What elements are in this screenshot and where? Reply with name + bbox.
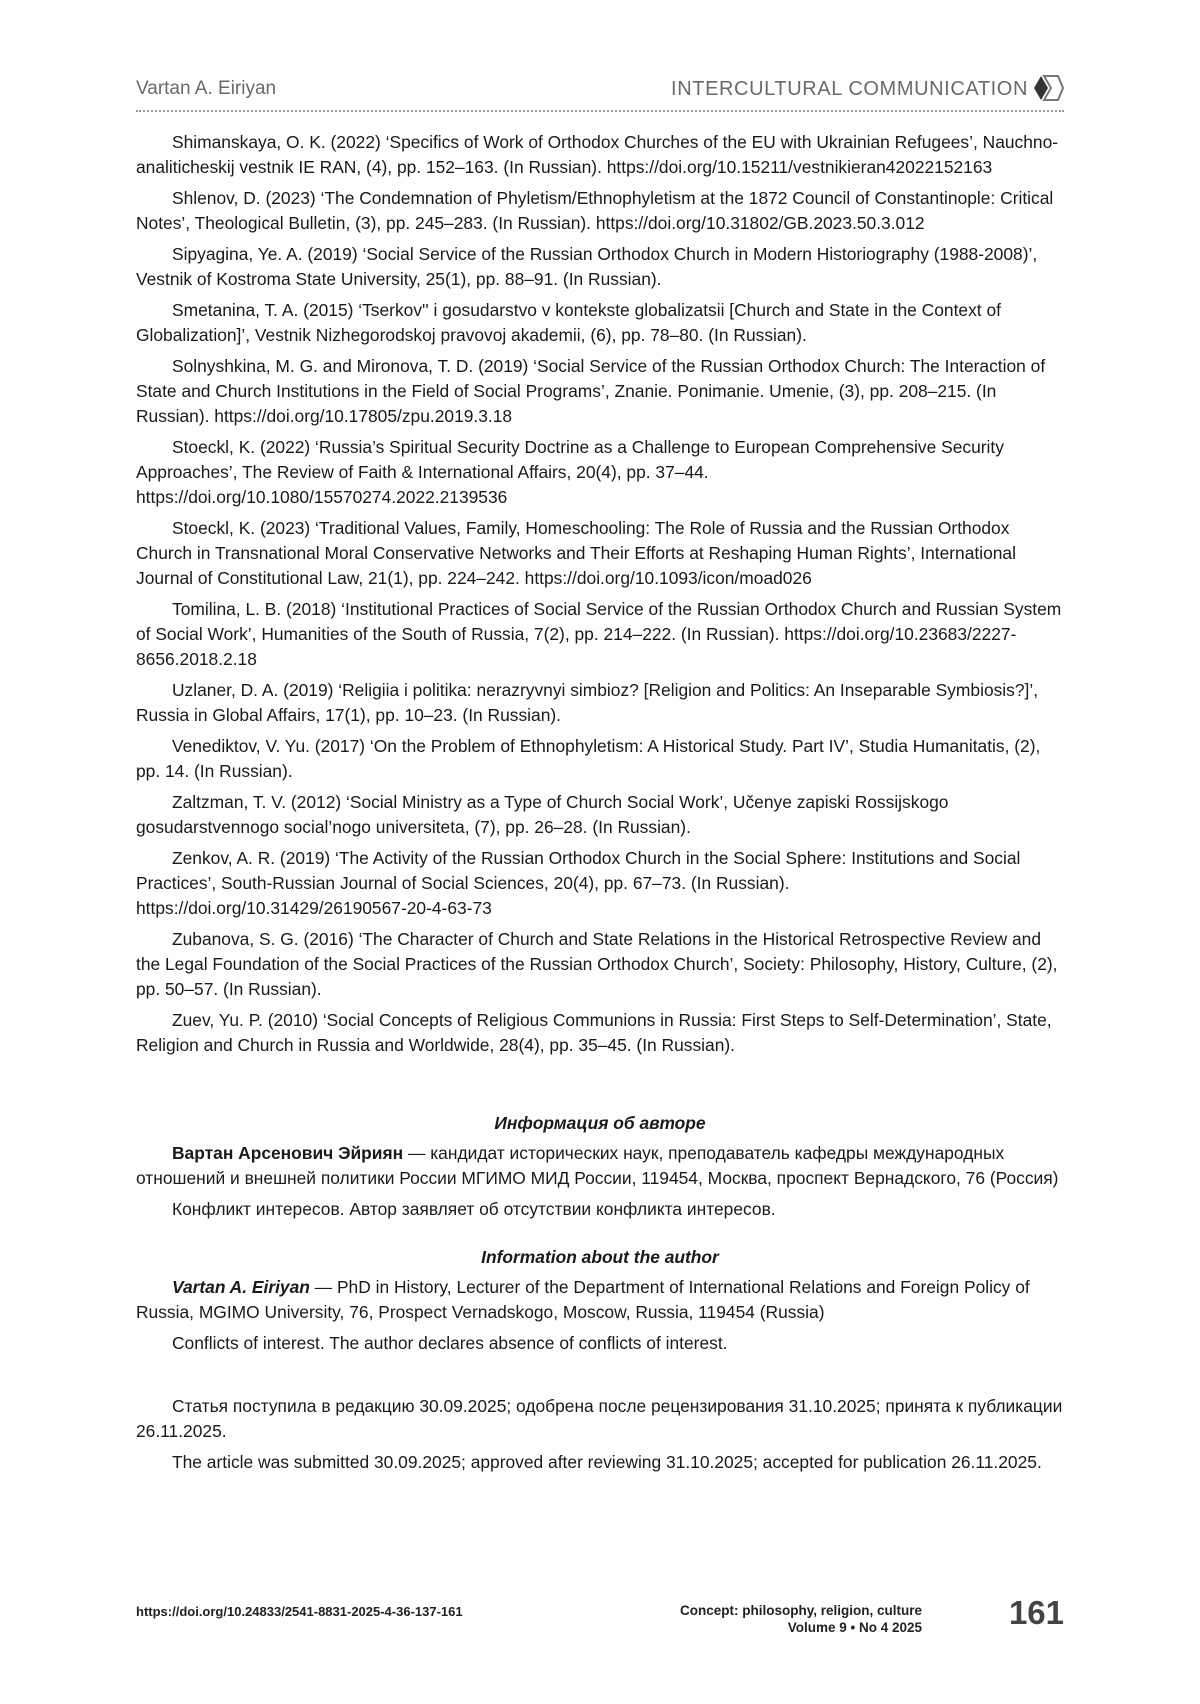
author-info-ru-text [136, 1141, 1064, 1191]
reference-item: Shimanskaya, O. K. (2022) ‘Specifics of Work of Orthodox Churches of the EU with Ukrainian Refugees’, Nauchno-analiticheskij vestnik IE RAN, (4), pp. 152–163. (In Russian). https://doi.org/10.15211/vestnikieran42022152163 [136, 132, 1059, 177]
author-name-en: Vartan A. Eiriyan [172, 1277, 310, 1297]
reference-item: Smetanina, T. A. (2015) ‘Tserkov'' i gosudarstvo v kontekste globalizatsii [Church and State in the Context of Globalization]’, Vestnik Nizhegorodskoj pravovoj akademii, (6), pp. 78–80. (In Russian). [136, 300, 1001, 345]
header-section-title: INTERCULTURAL COMMUNICATION [671, 78, 1028, 100]
footer-journal-info [622, 1602, 922, 1636]
reference-item: Zenkov, A. R. (2019) ‘The Activity of the Russian Orthodox Church in the Social Sphere: Institutions and Social Practices’, South-Russian Journal of Social Sciences, 20(4), pp. 67–73. (In Russian). https://doi.org/10.31429/26190567-20-4-63-73 [136, 848, 1021, 918]
page-footer [136, 1594, 1064, 1648]
reference-item: Stoeckl, K. (2023) ‘Traditional Values, Family, Homeschooling: The Role of Russia and the Russian Orthodox Church in Transnational Moral Conservative Networks and Their Efforts at Reshaping Human Rights’, International Journal of Constitutional Law, 21(1), pp. 224–242. https://doi.org/10.1093/icon/moad026 [136, 518, 1016, 588]
article-dates-ru: Статья поступила в редакцию 30.09.2025; одобрена после рецензирования 31.10.2025; принята к публикации 26.11.2025. [136, 1396, 1063, 1441]
reference-item: Zaltzman, T. V. (2012) ‘Social Ministry as a Type of Church Social Work’, Učenye zapiski Rossijskogo gosudarstvennogo social’nogo universiteta, (7), pp. 26–28. (In Russian). [136, 792, 949, 837]
reference-item: Uzlaner, D. A. (2019) ‘Religiia i politika: nerazryvnyi simbioz? [Religion and Politics: An Inseparable Symbiosis?]’, Russia in Global Affairs, 17(1), pp. 10–23. (In Russian). [136, 680, 1039, 725]
author-info-en-text [136, 1275, 1064, 1325]
reference-item: Venediktov, V. Yu. (2017) ‘On the Problem of Ethnophyletism: A Historical Study. Part IV’, Studia Humanitatis, (2), pp. 14. (In Russian). [136, 736, 1041, 781]
conflict-statement-ru: Конфликт интересов. Автор заявляет об отсутствии конфликта интересов. [172, 1199, 776, 1219]
footer-issue: Volume 9 • No 4 2025 [787, 1620, 922, 1635]
author-name-ru: Вартан Арсенович Эйриян [172, 1143, 404, 1163]
footer-doi: https://doi.org/10.24833/2541-8831-2025-4-36-137-161 [136, 1604, 463, 1619]
footer-journal-title: Concept: philosophy, religion, culture [679, 1603, 922, 1618]
reference-item: Shlenov, D. (2023) ‘The Condemnation of Phyletism/Ethnophyletism at the 1872 Council of Constantinople: Critical Notes’, Theological Bulletin, (3), pp. 245–283. (In Russian). https://doi.org/10.31802/GB.2023.50.3.012 [136, 188, 1054, 233]
article-dates [136, 1394, 1064, 1475]
diamond-arrow-icon [1032, 74, 1064, 102]
page-body [136, 130, 1064, 1481]
article-dates-en: The article was submitted 30.09.2025; approved after reviewing 31.10.2025; accepted for publication 26.11.2025. [172, 1452, 1042, 1472]
reference-list [136, 130, 1064, 1058]
reference-item: Stoeckl, K. (2022) ‘Russia’s Spiritual Security Doctrine as a Challenge to European Comprehensive Security Approaches’, The Review of Faith & International Affairs, 20(4), pp. 37–44. https://doi.org/10.1080/15570274.2022.2139536 [136, 437, 1004, 507]
reference-item: Zubanova, S. G. (2016) ‘The Character of Church and State Relations in the Historical Retrospective Review and the Legal Foundation of the Social Practices of the Russian Orthodox Church’, Society: Philosophy, History, Culture, (2), pp. 50–57. (In Russian). [136, 929, 1058, 999]
reference-item: Tomilina, L. B. (2018) ‘Institutional Practices of Social Service of the Russian Orthodox Church and Russian System of Social Work’, Humanities of the South of Russia, 7(2), pp. 214–222. (In Russian). https://doi.org/10.23683/2227-8656.2018.2.18 [136, 599, 1062, 669]
author-info-en-title: Information about the author [481, 1247, 719, 1267]
author-info-ru-title: Информация об авторе [494, 1113, 706, 1133]
author-info-en [136, 1245, 1064, 1356]
reference-item: Sipyagina, Ye. A. (2019) ‘Social Service of the Russian Orthodox Church in Modern Historiography (1988-2008)’, Vestnik of Kostroma State University, 25(1), pp. 88–91. (In Russian). [136, 244, 1038, 289]
author-details-en: — PhD in History, Lecturer of the Department of International Relations and Foreign Policy of Russia, MGIMO University, 76, Prospect Vernadskogo, Moscow, Russia, 119454 (Russia) [136, 1277, 1030, 1322]
page-number: 161 [1008, 1594, 1064, 1631]
author-details-ru: — кандидат исторических наук, преподаватель кафедры международных отношений и внешней политики России МГИМО МИД России, 119454, Москва, проспект Вернадского, 76 (Россия) [136, 1143, 1059, 1188]
header-author: Vartan A. Eiriyan [136, 78, 277, 99]
conflict-statement-en: Conflicts of interest. The author declares absence of conflicts of interest. [172, 1333, 728, 1353]
reference-item: Solnyshkina, M. G. and Mironova, T. D. (2019) ‘Social Service of the Russian Orthodox Church: The Interaction of State and Church Institutions in the Field of Social Programs’, Znanie. Ponimanie. Umenie, (3), pp. 208–215. (In Russian). https://doi.org/10.17805/zpu.2019.3.18 [136, 356, 1046, 426]
reference-item: Zuev, Yu. P. (2010) ‘Social Concepts of Religious Communions in Russia: First Steps to Self-Determination’, State, Religion and Church in Russia and Worldwide, 28(4), pp. 35–45. (In Russian). [136, 1010, 1052, 1055]
running-header [136, 74, 1064, 112]
author-info-ru [136, 1111, 1064, 1222]
